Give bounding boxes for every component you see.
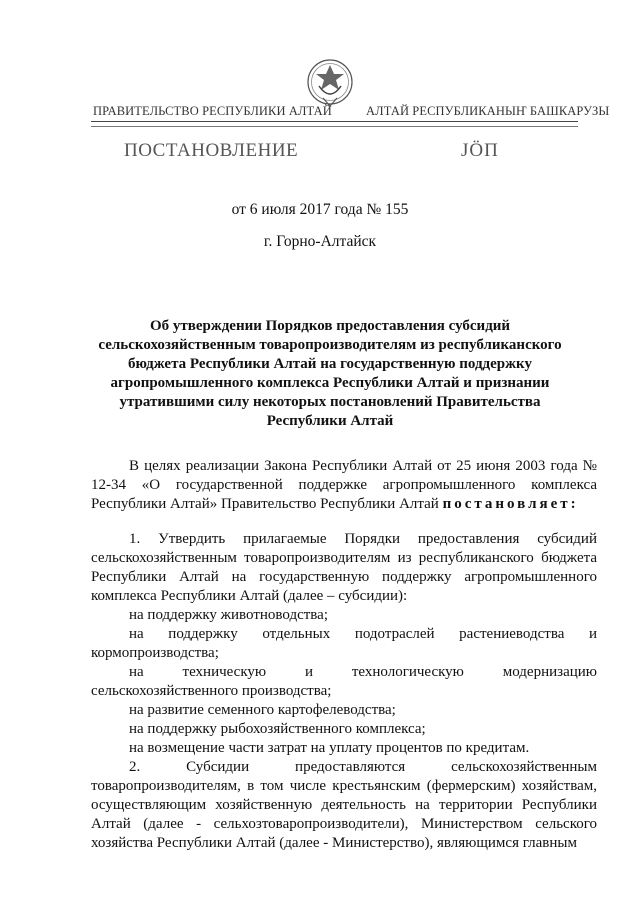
doc-type-alt: JӦП: [461, 140, 499, 161]
doc-title: Об утверждении Порядков предоставления субсидий сельскохозяйственным товаропроизводителям из республиканского бюджета Республики Алтай на государственную поддержку агропромышленного комплекса Республики Алтай и признании утратившими силу некоторых постановлений Правительства Республики Алтай: [98, 318, 562, 429]
doc-city: г. Горно-Алтайск: [263, 233, 377, 250]
sub-item-1: на поддержку животноводства;: [129, 607, 328, 623]
preamble-text: В целях реализации Закона Республики Алтай от 25 июня 2003 года № 12-34 «О государственной поддержке агропромышленного комплекса Республики Алтай» Правительство Республики Алтай: [91, 458, 597, 512]
header-org-left: ПРАВИТЕЛЬСТВО РЕСПУБЛИКИ АЛТАЙ: [93, 104, 332, 118]
doc-date-number: от 6 июля 2017 года № 155: [231, 201, 409, 218]
sub-item-4: на развитие семенного картофелеводства;: [129, 702, 396, 718]
item-2: 2. Субсидии предоставляются сельскохозяйственным товаропроизводителям, в том числе крестьянским (фермерским) хозяйствам, осуществляющим хозяйственную деятельность на территории Республики Алтай (далее - сельхозтоваропроизводители), Министерством сельского хозяйства Республики Алтай (далее - Министерство), являющимся главным: [91, 759, 597, 851]
resolves-word: постановляет:: [442, 496, 579, 512]
doc-body: [91, 457, 597, 853]
header-divider-top: [91, 121, 578, 122]
header-divider-bottom: [91, 126, 578, 127]
sub-item-6: на возмещение части затрат на уплату процентов по кредитам.: [129, 740, 530, 756]
sub-item-3: на техническую и технологическую модернизацию сельскохозяйственного производства;: [91, 664, 597, 699]
header-org-right: АЛТАЙ РЕСПУБЛИКАНЫҤ БАШКАРУЗЫ: [366, 104, 610, 118]
preamble-paragraph: [91, 457, 597, 514]
doc-type-ru: ПОСТАНОВЛЕНИЕ: [124, 140, 299, 161]
item-1: 1. Утвердить прилагаемые Порядки предоставления субсидий сельскохозяйственным товаропроизводителям из республиканского бюджета Республики Алтай на государственную поддержку агропромышленного комплекса Республики Алтай (далее – субсидии):: [91, 531, 597, 604]
sub-item-5: на поддержку рыбохозяйственного комплекса;: [129, 721, 426, 737]
sub-item-2: на поддержку отдельных подотраслей растениеводства и кормопроизводства;: [91, 626, 597, 661]
